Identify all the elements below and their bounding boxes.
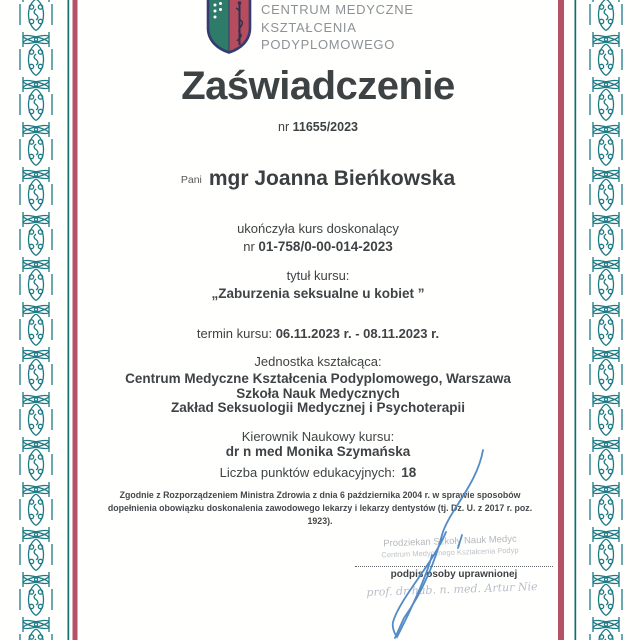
handwritten-signature	[380, 440, 510, 640]
signer-name-faint: prof. dr hab. n. med. Artur Nie	[366, 580, 538, 599]
education-points-value: 18	[401, 465, 417, 480]
course-dates-value: 06.11.2023 r. - 08.11.2023 r.	[275, 326, 440, 341]
course-dates-label: termin kursu:	[196, 326, 273, 341]
unit-line: Centrum Medyczne Kształcenia Podyplomowego, Warszawa	[125, 371, 511, 386]
recipient-name: mgr Joanna Bieńkowska	[208, 167, 456, 190]
education-points-label: Liczba punktów edukacyjnych:	[219, 465, 396, 480]
course-dates-line	[80, 326, 556, 341]
unit-line: Zakład Seksuologii Medycznej i Psychoterapii	[170, 400, 466, 415]
signature-caption: podpis osoby uprawnionej	[390, 569, 518, 580]
stamp-text-line1: Prodziekan Szkoły Nauk Medyc	[383, 533, 517, 550]
org-line: PODYPLOMOWEGO	[261, 37, 396, 52]
organization-name	[261, 1, 414, 54]
stamp-text-line2: Centrum Medycznego Kształcenia Podyp	[381, 545, 519, 560]
course-number-prefix: nr	[243, 239, 255, 254]
course-title-label: tytuł kursu:	[286, 268, 350, 283]
org-line: CENTRUM MEDYCZNE	[261, 2, 414, 17]
course-number	[80, 239, 556, 254]
left-ornament-border	[0, 0, 80, 640]
course-number-value: 01-758/0-00-014-2023	[258, 239, 393, 254]
course-title: „Zaburzenia seksualne u kobiet ”	[211, 286, 425, 301]
recipient-line	[80, 167, 556, 191]
legal-small-print: Zgodnie z Rozporządzeniem Ministra Zdrowia z dnia 6 października 2004 r. w sprawie sposobów dopełnienia obowiązku doskonalenia zawodowego lekarzy i lekarzy dentystów (tj. Dz. U. z 2017 r. poz. 1923).	[107, 490, 533, 526]
right-ornament-border	[555, 0, 640, 640]
certificate-title: Zaświadczenie	[181, 64, 455, 108]
cmkp-shield-logo-icon	[206, 0, 252, 55]
salutation: Pani	[180, 174, 202, 186]
certificate-number-prefix: nr	[278, 120, 290, 134]
certificate-number-value: 11655/2023	[292, 120, 358, 134]
unit-line: Szkoła Nauk Medycznych	[236, 385, 400, 401]
org-line: KSZTAŁCENIA	[261, 19, 357, 35]
completion-text: ukończyła kurs doskonalący	[237, 221, 399, 236]
director-label: Kierownik Naukowy kursu:	[241, 429, 395, 444]
certificate-number	[80, 120, 556, 134]
unit-label: Jednostka kształcąca:	[254, 354, 382, 369]
unit-lines	[80, 372, 556, 416]
director-name: dr n med Monika Szymańska	[225, 444, 411, 459]
